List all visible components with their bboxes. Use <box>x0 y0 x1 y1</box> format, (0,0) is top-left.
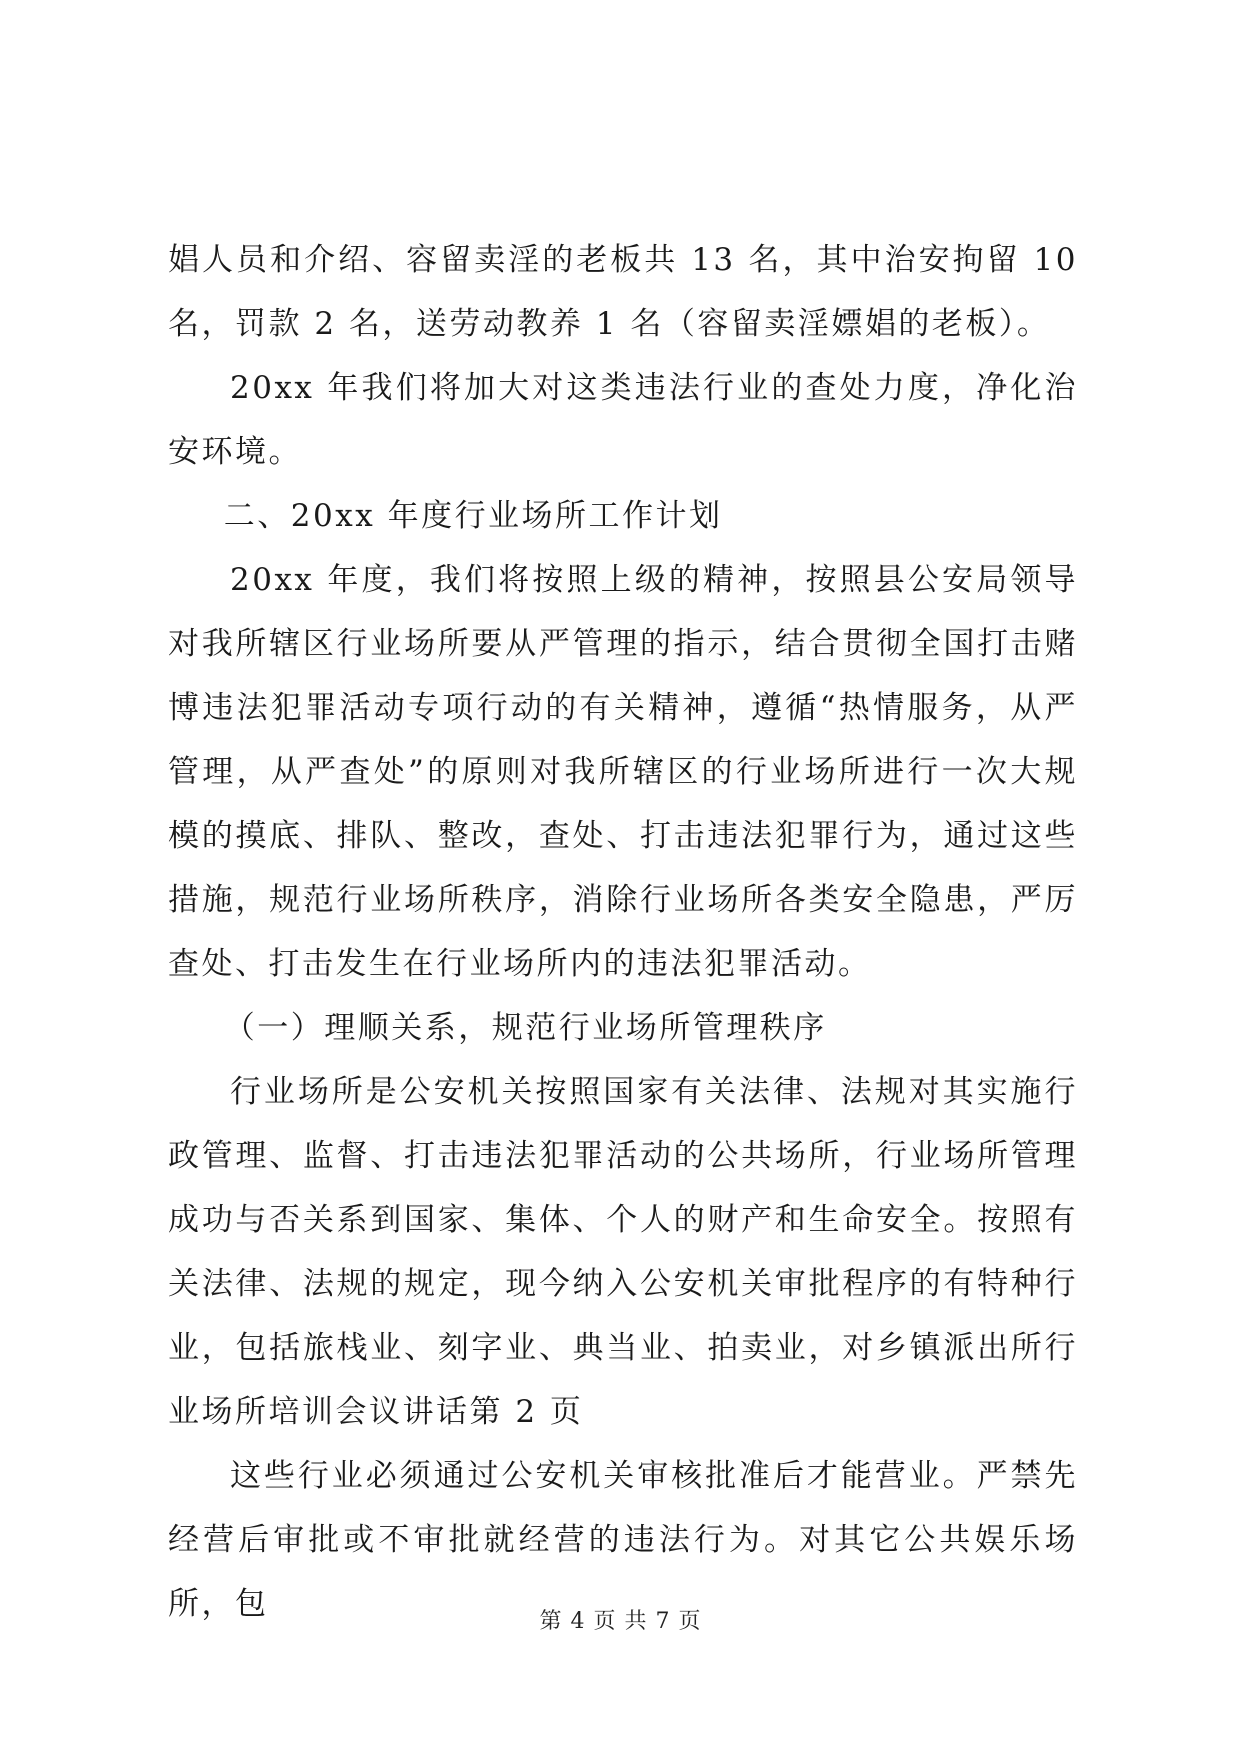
paragraph: 行业场所是公安机关按照国家有关法律、法规对其实施行政管理、监督、打击违法犯罪活动的公共场所，行业场所管理成功与否关系到国家、集体、个人的财产和生命安全。按照有关法律、法规的规定，现今纳入公安机关审批程序的有特种行业，包括旅栈业、刻字业、典当业、拍卖业，对乡镇派出所行业场所培训会议讲话第 2 页 <box>168 1074 1078 1430</box>
subsection-heading: （一）理顺关系，规范行业场所管理秩序 <box>223 1010 827 1046</box>
page-footer: 第 4 页 共 7 页 <box>539 1609 702 1634</box>
paragraph-continued: 娼人员和介绍、容留卖淫的老板共 13 名，其中治安拘留 10 名，罚款 2 名，送劳动教养 1 名（容留卖淫嫖娼的老板）。 <box>168 242 1078 342</box>
section-heading: 二、20xx 年度行业场所工作计划 <box>223 498 723 534</box>
paragraph: 20xx 年度，我们将按照上级的精神，按照县公安局领导对我所辖区行业场所要从严管理的指示，结合贯彻全国打击赌博违法犯罪活动专项行动的有关精神，遵循“热情服务，从严管理，从严查处”的原则对我所辖区的行业场所进行一次大规模的摸底、排队、整改，查处、打击违法犯罪行为，通过这些措施，规范行业场所秩序，消除行业场所各类安全隐患，严厉查处、打击发生在行业场所内的违法犯罪活动。 <box>168 562 1078 982</box>
paragraph: 20xx 年我们将加大对这类违法行业的查处力度，净化治安环境。 <box>168 370 1078 470</box>
body-text <box>168 228 1078 1636</box>
paragraph: 这些行业必须通过公安机关审核批准后才能营业。严禁先经营后审批或不审批就经营的违法行为。对其它公共娱乐场所，包 <box>168 1458 1078 1622</box>
